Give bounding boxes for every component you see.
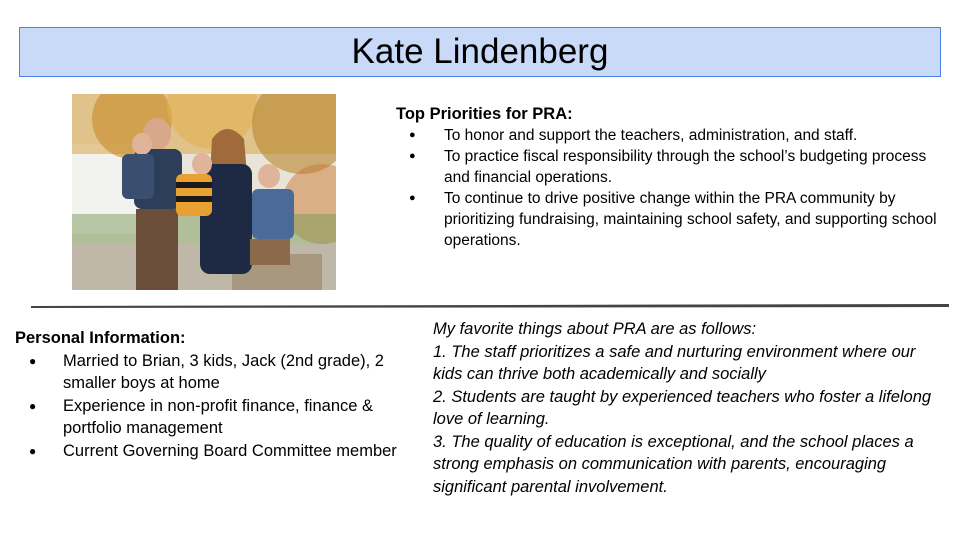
title-banner — [19, 27, 941, 77]
list-item: ● To continue to drive positive change within the PRA community by prioritizing fundraising, maintaining school safety, and supporting school operations. — [396, 188, 946, 251]
list-item: ● To honor and support the teachers, administration, and staff. — [396, 125, 946, 146]
section-divider — [31, 304, 949, 308]
family-photo — [72, 94, 336, 290]
personal-info-heading: Personal Information: — [15, 329, 186, 347]
list-item: ● Married to Brian, 3 kids, Jack (2nd grade), 2 smaller boys at home — [15, 350, 425, 395]
page-title: Kate Lindenberg — [351, 32, 609, 71]
priorities-section — [396, 104, 946, 251]
personal-info-list — [15, 350, 425, 463]
favorites-intro: My favorite things about PRA are as follows: — [433, 320, 757, 338]
favorites-item: 3. The quality of education is exceptional, and the school places a strong emphasis on communication with parents, encouraging significant parental involvement. — [433, 432, 914, 496]
priorities-heading: Top Priorities for PRA: — [396, 105, 573, 123]
list-item: ● Experience in non-profit finance, finance & portfolio management — [15, 395, 425, 440]
list-item: ● To practice fiscal responsibility through the school’s budgeting process and financial operations. — [396, 146, 946, 188]
list-item: ● Current Governing Board Committee member — [15, 440, 425, 463]
priorities-list — [396, 125, 946, 251]
favorites-section — [433, 318, 943, 498]
favorites-item: 2. Students are taught by experienced teachers who foster a lifelong love of learning. — [433, 387, 932, 428]
favorites-item: 1. The staff prioritizes a safe and nurturing environment where our kids can thrive both academically and socially — [433, 342, 916, 383]
personal-info-section — [15, 327, 425, 462]
